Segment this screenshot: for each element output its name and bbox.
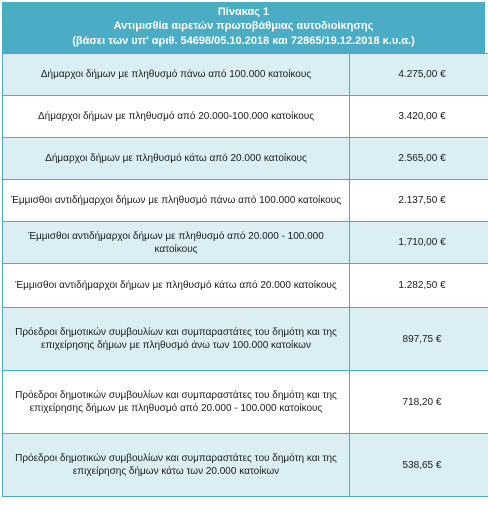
row-label: Έμμισθοι αντιδήμαρχοι δήμων με πληθυσμό από 20.000 - 100.000 κατοίκους (3, 222, 350, 264)
table-title: Πίνακας 1 (217, 6, 270, 18)
table-row (3, 96, 488, 138)
table-row (3, 54, 488, 96)
row-label: Δήμαρχοι δήμων με πληθυσμό κάτω από 20.000 κατοίκους (3, 138, 350, 180)
table-row (3, 308, 488, 371)
row-label: Έμμισθοι αντιδήμαρχοι δήμων με πληθυσμό κάτω από 20.000 κατοίκους (3, 264, 350, 308)
row-label: Πρόεδροι δημοτικών συμβουλίων και συμπαραστάτες του δημότη και της επιχείρησης δήμων με πληθυσμό άνω των 100.000 κατοίκων (3, 308, 350, 371)
row-value: 4.275,00 € (350, 54, 488, 96)
row-value: 3.420,00 € (350, 96, 488, 138)
salary-table (2, 2, 485, 497)
row-label: Πρόεδροι δημοτικών συμβουλίων και συμπαραστάτες του δημότη και της επιχείρησης δήμων κάτω των 20.000 κατοίκων (3, 434, 350, 497)
table-note: (βάσει των υπ' αριθ. 54698/05.10.2018 και 72865/19.12.2018 κ.υ.α.) (72, 35, 415, 47)
table-row (3, 138, 488, 180)
table-row (3, 434, 488, 497)
row-label: Δήμαρχοι δήμων με πληθυσμό πάνω από 100.000 κατοίκους (3, 54, 350, 96)
row-label: Πρόεδροι δημοτικών συμβουλίων και συμπαραστάτες του δημότη και της επιχείρησης δήμων με πληθυσμό από 20.000 - 100.000 κατοίκους (3, 371, 350, 434)
table-row (3, 222, 488, 264)
table-row (3, 264, 488, 308)
row-value: 1.282,50 € (350, 264, 488, 308)
table-body (2, 53, 488, 497)
table-row (3, 180, 488, 222)
row-label: Έμμισθοι αντιδήμαρχοι δήμων με πληθυσμό πάνω από 100.000 κατοίκους (3, 180, 350, 222)
table-subtitle: Αντιμισθία αιρετών πρωτοβάθμιας αυτοδιοίκησης (113, 20, 374, 32)
table-row (3, 371, 488, 434)
row-label: Δήμαρχοι δήμων με πληθυσμό από 20.000-100.000 κατοίκους (3, 96, 350, 138)
row-value: 897,75 € (350, 308, 488, 371)
row-value: 2.565,00 € (350, 138, 488, 180)
row-value: 1.710,00 € (350, 222, 488, 264)
row-value: 538,65 € (350, 434, 488, 497)
row-value: 718,20 € (350, 371, 488, 434)
table-header (2, 2, 485, 53)
row-value: 2.137,50 € (350, 180, 488, 222)
